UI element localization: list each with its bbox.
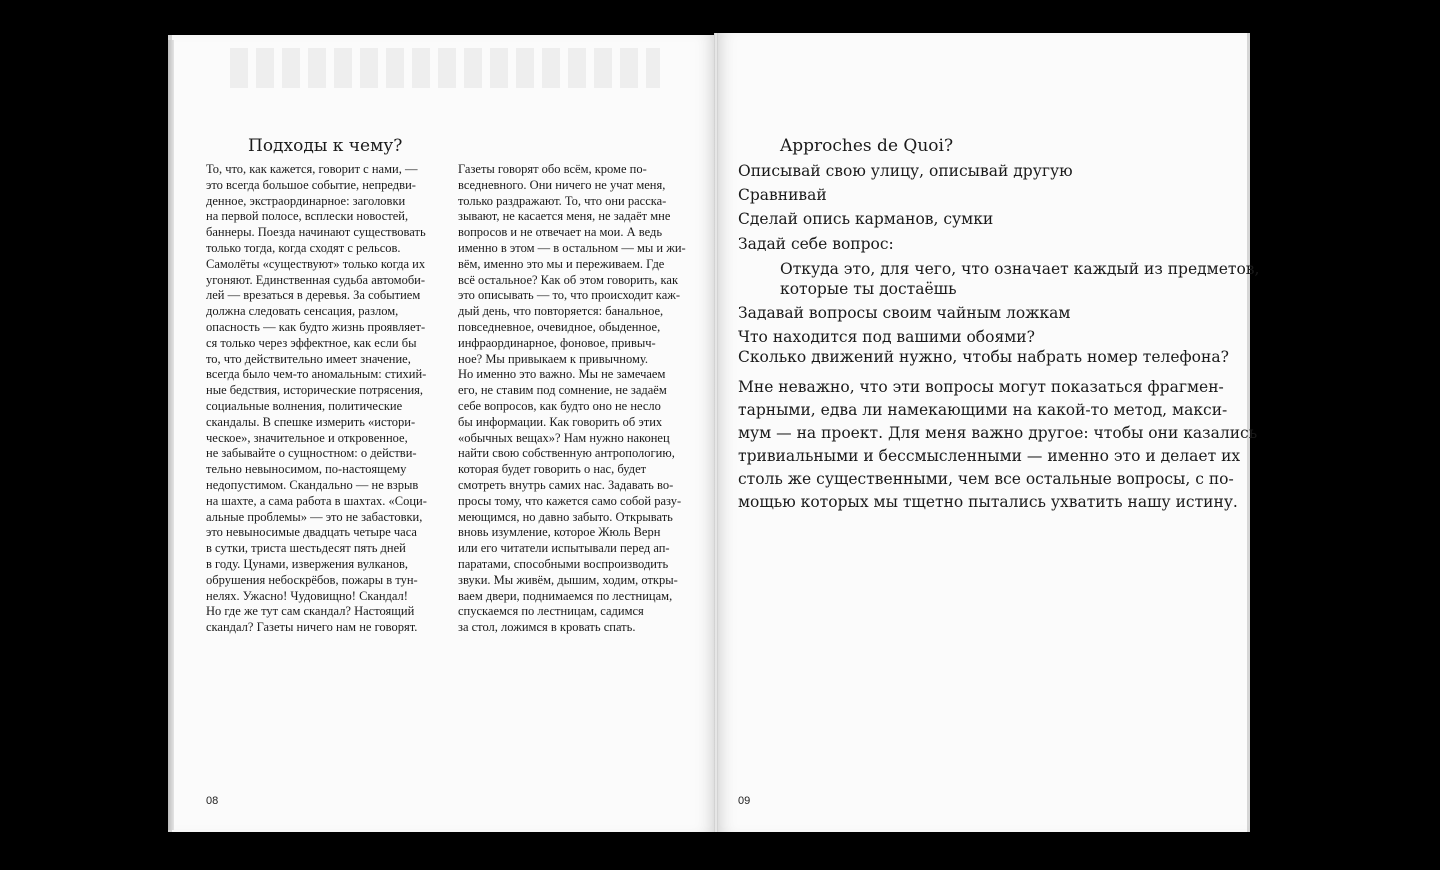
- instruction-line: Задай себе вопрос:: [738, 235, 894, 253]
- right-page-heading: Approches de Quoi?: [780, 136, 954, 156]
- right-page-paragraph: [738, 376, 1257, 514]
- text-line: угоняют. Единственная судьба автомоби-: [206, 272, 426, 287]
- text-line: бы информации. Как говорить об этих: [458, 414, 663, 429]
- text-line: спускаемся по лестницам, садимся: [458, 604, 644, 619]
- text-line: тельно невыносимом, по-настоящему: [206, 462, 407, 477]
- left-page-edge: [168, 40, 174, 830]
- text-line: Но где же тут сам скандал? Настоящий: [206, 604, 415, 619]
- text-line: столь же существенными, чем все остальные вопросы, с по-: [738, 470, 1234, 488]
- text-line: звуки. Мы живём, дышим, ходим, откры-: [458, 572, 678, 587]
- text-line: мум — на проект. Для меня важно другое: чтобы они казались: [738, 424, 1258, 442]
- text-line: или его читатели испытывали перед ап-: [458, 541, 670, 556]
- text-line: «обычных вещах»? Нам нужно наконец: [458, 430, 670, 445]
- instruction-line: Задавай вопросы своим чайным ложкам: [738, 304, 1071, 322]
- text-line: вопросов и не отвечает на мои. А ведь: [458, 225, 663, 240]
- show-through-ghost-text: [230, 48, 660, 88]
- instruction-line: Описывай свою улицу, описывай другую: [738, 162, 1073, 180]
- text-line: себе вопросов, как будто оно не несло: [458, 398, 661, 413]
- text-line: на первой полосе, всплески новостей,: [206, 209, 409, 224]
- text-line: то, что действительно имеет значение,: [206, 351, 411, 366]
- instruction-line: Сделай опись карманов, сумки: [738, 210, 994, 228]
- text-line: на шахте, а сама работа в шахтах. «Соци-: [206, 493, 427, 508]
- text-line: скандал? Газеты ничего нам не говорят.: [206, 620, 418, 635]
- text-line: Газеты говорят обо всём, кроме по-: [458, 162, 647, 176]
- text-line: недопустимом. Скандально — не взрыв: [206, 477, 419, 492]
- page-number-left: 08: [206, 795, 219, 807]
- text-line: вём, именно это мы и переживаем. Где: [458, 256, 665, 271]
- text-line: паратами, способными воспроизводить: [458, 556, 669, 571]
- text-line: социальные волнения, политические: [206, 398, 403, 413]
- text-line: меющимся, но давно забыто. Открывать: [458, 509, 673, 524]
- text-line: инфраординарное, фоновое, привыч-: [458, 335, 656, 350]
- text-line: это всегда большое событие, непредви-: [206, 177, 416, 192]
- text-line: вседневного. Они ничего не учат меня,: [458, 177, 666, 192]
- text-line: обрушения небоскрёбов, пожары в тун-: [206, 572, 418, 587]
- text-line: найти свою собственную антропологию,: [458, 446, 675, 461]
- text-line: должна следовать сенсация, разлом,: [206, 304, 399, 319]
- text-line: повседневное, очевидное, обыденное,: [458, 319, 661, 334]
- text-line: только тогда, когда сходят с рельсов.: [206, 240, 401, 255]
- book-spine: [714, 33, 718, 832]
- text-line: вновь изумление, которое Жюль Верн: [458, 525, 661, 540]
- text-line: ваем двери, поднимаемся по лестницам,: [458, 588, 673, 603]
- text-line: просы тому, что кажется само собой разу-: [458, 493, 682, 508]
- text-line: смотреть внутрь самих нас. Задавать во-: [458, 477, 674, 492]
- text-line: ные бедствия, исторические потрясения,: [206, 383, 424, 398]
- text-line: дый день, что повторяется: банальное,: [458, 304, 664, 319]
- indented-line: Откуда это, для чего, что означает каждый из предметов,: [780, 260, 1260, 278]
- text-line: его, не ставим под сомнение, не задаём: [458, 383, 667, 398]
- text-line: не забывайте о сущностном: о действи-: [206, 446, 417, 461]
- text-line: То, что, как кажется, говорит с нами, —: [206, 162, 418, 176]
- text-line: лей — врезаться в деревья. За событием: [206, 288, 421, 303]
- indented-line: которые ты достаёшь: [780, 280, 957, 298]
- text-line: нелях. Ужасно! Чудовищно! Скандал!: [206, 588, 408, 603]
- instruction-line: Что находится под вашими обоями?: [738, 328, 1035, 346]
- text-line: за стол, ложимся в кровать спать.: [458, 620, 636, 635]
- instruction-line: Сравнивай: [738, 186, 827, 204]
- page-number-right: 09: [738, 795, 751, 807]
- text-line: тарными, едва ли намекающими на какой-то метод, макси-: [738, 401, 1228, 419]
- text-line: скандалы. В спешке измерить «истори-: [206, 414, 416, 429]
- text-line: опасность — как будто жизнь проявляет-: [206, 319, 426, 334]
- text-line: ное? Мы привыкаем к привычному.: [458, 351, 649, 366]
- text-line: в сутки, триста шестьдесят пять дней: [206, 541, 406, 556]
- text-line: альные проблемы» — это не забастовки,: [206, 509, 423, 524]
- text-line: в году. Цунами, извержения вулканов,: [206, 556, 409, 571]
- text-line: всё остальное? Как об этом говорить, как: [458, 272, 679, 287]
- text-line: Но именно это важно. Мы не замечаем: [458, 367, 666, 382]
- text-line: ческое», значительное и откровенное,: [206, 430, 408, 445]
- left-column-1: [206, 162, 427, 636]
- text-line: зывают, не касается меня, не задаёт мне: [458, 209, 671, 224]
- left-column-2: [458, 162, 686, 636]
- text-line: всегда было чем-то аномальным: стихий-: [206, 367, 427, 382]
- text-line: Самолёты «существуют» только когда их: [206, 256, 426, 271]
- instruction-line: Сколько движений нужно, чтобы набрать номер телефона?: [738, 348, 1229, 366]
- text-line: баннеры. Поезда начинают существовать: [206, 225, 426, 240]
- left-page-heading: Подходы к чему?: [248, 136, 403, 156]
- text-line: Мне неважно, что эти вопросы могут показаться фрагмен-: [738, 378, 1224, 396]
- text-line: которая будет говорить о нас, будет: [458, 462, 647, 477]
- text-line: это невыносимые двадцать четыре часа: [206, 525, 417, 540]
- text-line: только раздражают. То, что они расска-: [458, 193, 667, 208]
- text-line: мощью которых мы тщетно пытались ухватить нашу истину.: [738, 493, 1238, 511]
- text-line: денное, экстраординарное: заголовки: [206, 193, 406, 208]
- text-line: ся только через эффектное, как если бы: [206, 335, 417, 350]
- text-line: именно в этом — в остальном — мы и жи-: [458, 240, 686, 255]
- text-line: тривиальными и бессмысленными — именно это и делает их: [738, 447, 1241, 465]
- text-line: это описывать — то, что происходит каж-: [458, 288, 681, 303]
